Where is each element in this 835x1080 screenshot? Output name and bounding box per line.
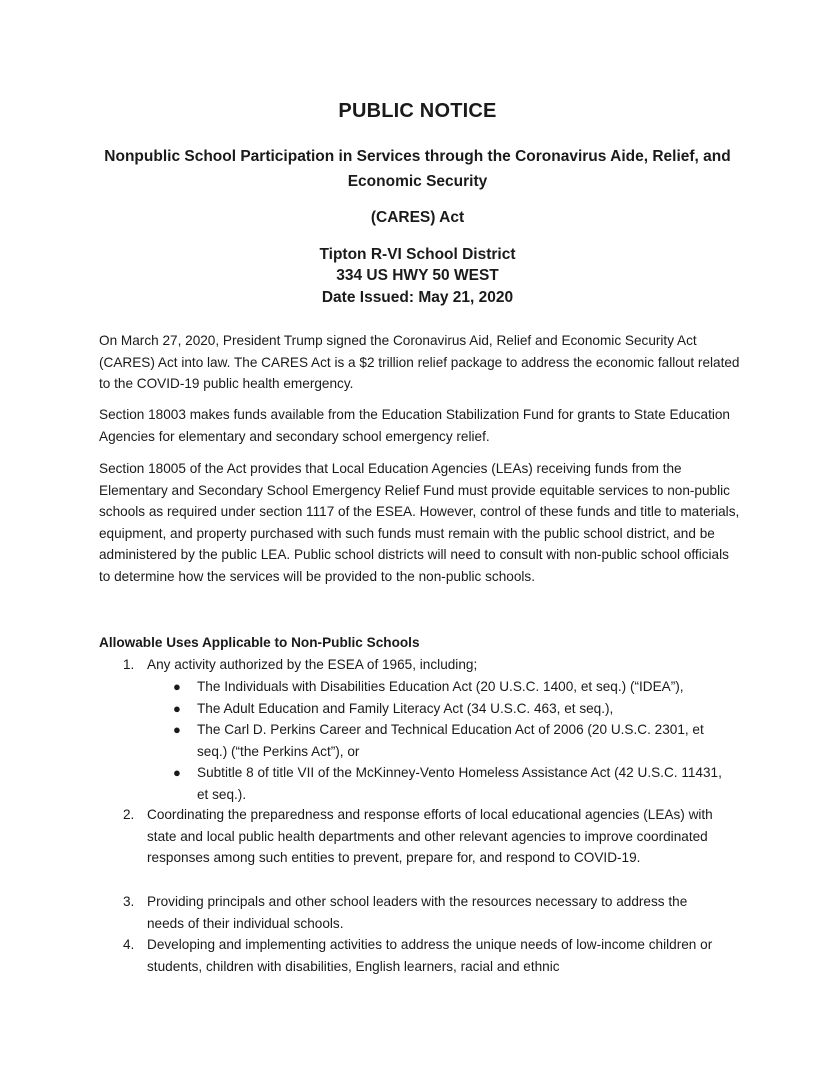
notice-title: PUBLIC NOTICE xyxy=(338,100,497,122)
date-issued: Date Issued: May 21, 2020 xyxy=(321,289,514,306)
bullet-text: The Adult Education and Family Literacy Act (34 U.S.C. 463, et seq.), xyxy=(197,700,614,716)
paragraph-section-18005: Section 18005 of the Act provides that Local Education Agencies (LEAs) receiving funds from the Elementary and Secondary School Emergency Relief Fund must provide equitable services to non-public schools as required under section 1117 of the ESEA. However, control of these funds and title to materials, equipment, and property purchased with such funds must remain with the public school district, and be administered by the public LEA. Public school districts will need to consult with non-public school officials to determine how the services will be provided to the non-public schools. xyxy=(99,461,740,584)
list-item-number: 2. xyxy=(123,807,135,822)
notice-subtitle-act: (CARES) Act xyxy=(370,209,465,226)
bullet-dot-icon: ● xyxy=(173,722,181,737)
notice-subtitle: Nonpublic School Participation in Services through the Coronavirus Aide, Relief, and Economic Security xyxy=(104,148,731,190)
bullet-dot-icon: ● xyxy=(173,700,181,716)
list-item-text: Developing and implementing activities to address the unique needs of low-income children or students, children with disabilities, English learners, racial and ethnic xyxy=(147,937,713,974)
list-item-text: Any activity authorized by the ESEA of 1965, including; xyxy=(147,657,478,672)
list-item-number: 1. xyxy=(123,657,135,672)
allowable-uses-heading: Allowable Uses Applicable to Non-Public Schools xyxy=(99,635,420,650)
list-item-text: Coordinating the preparedness and response efforts of local educational agencies (LEAs) with state and local public health departments and other relevant agencies to improve coordinated responses among such entities to prevent, prepare for, and respond to COVID-19. xyxy=(147,807,713,865)
district-name: Tipton R-VI School District xyxy=(319,246,516,263)
bullet-text: The Carl D. Perkins Career and Technical Education Act of 2006 (20 U.S.C. 2301, et seq.) (“the Perkins Act”), or xyxy=(197,722,704,759)
list-item-number: 4. xyxy=(123,937,135,952)
bullet-dot-icon: ● xyxy=(173,765,181,780)
list-item-number: 3. xyxy=(123,894,135,909)
bullet-dot-icon: ● xyxy=(173,679,181,694)
list-item-text: Providing principals and other school leaders with the resources necessary to address the needs of their individual schools. xyxy=(147,894,688,931)
paragraph-section-18003: Section 18003 makes funds available from the Education Stabilization Fund for grants to State Education Agencies for elementary and secondary school emergency relief. xyxy=(99,407,730,444)
bullet-text: The Individuals with Disabilities Education Act (20 U.S.C. 1400, et seq.) (“IDEA”), xyxy=(197,679,684,694)
bullet-text: Subtitle 8 of title VII of the McKinney-Vento Homeless Assistance Act (42 U.S.C. 11431, et seq.). xyxy=(197,765,722,802)
paragraph-cares-intro: On March 27, 2020, President Trump signed the Coronavirus Aid, Relief and Economic Security Act (CARES) Act into law. The CARES Act is a $2 trillion relief package to address the economic fallout related to the COVID-19 public health emergency. xyxy=(99,333,740,391)
district-address: 334 US HWY 50 WEST xyxy=(336,267,499,284)
